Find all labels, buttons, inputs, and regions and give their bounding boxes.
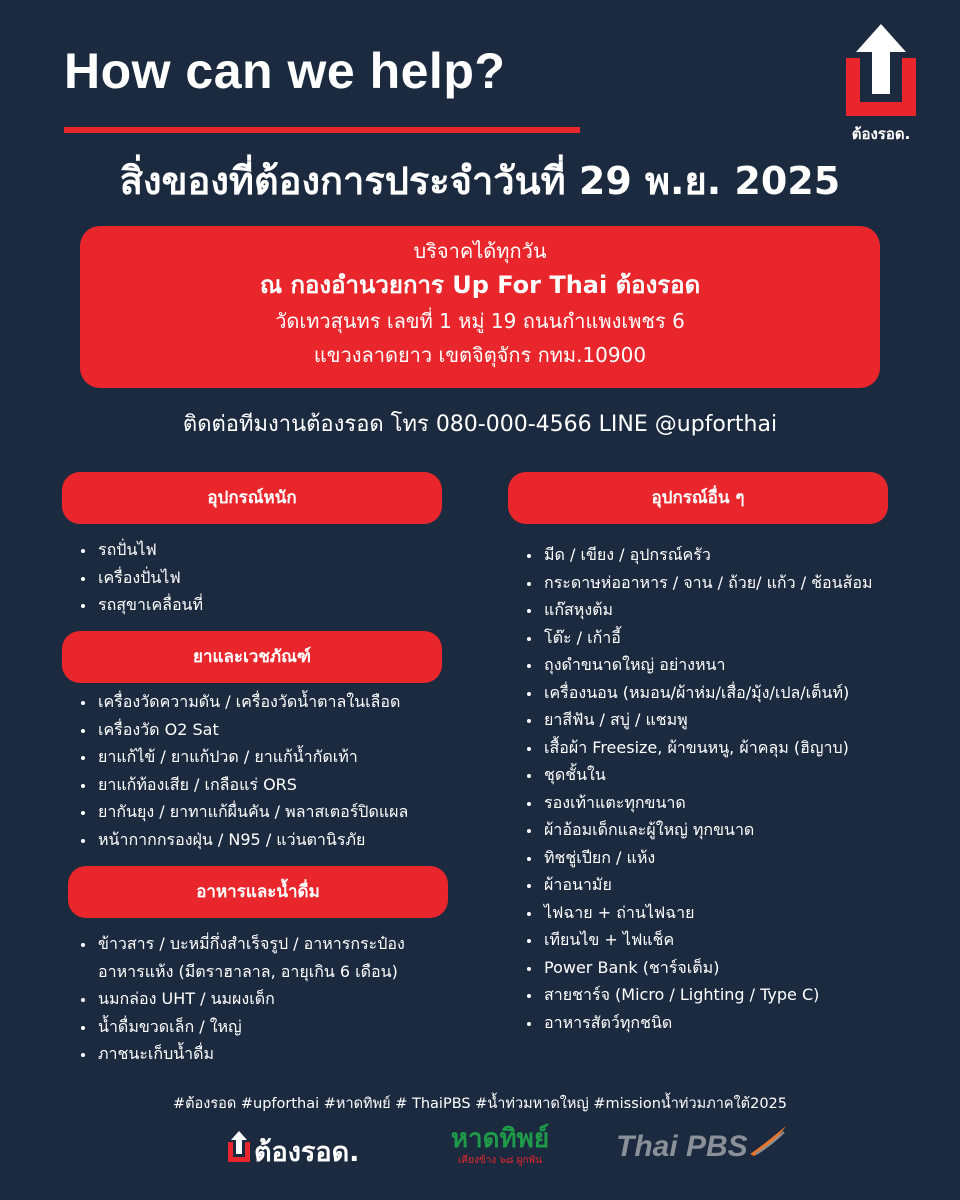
category-heavy-equipment: อุปกรณ์หนัก	[62, 472, 442, 524]
headline: How can we help?	[64, 43, 506, 99]
list-item: • รถปั่นไฟ	[96, 536, 456, 564]
donation-line-4: แขวงลาดยาว เขตจิตุจักร กทม.10900	[313, 343, 647, 367]
footer-logo-thaipbs	[616, 1130, 796, 1164]
heavy-equipment-list	[76, 536, 456, 619]
medical-list	[76, 688, 486, 853]
donation-line-1: บริจาคได้ทุกวัน	[413, 239, 547, 263]
list-item: • น้ำดื่มขวดเล็ก / ใหญ่	[96, 1013, 486, 1041]
list-item: • ผ้าอ้อมเด็กและผู้ใหญ่ ทุกขนาด	[542, 816, 960, 844]
category-medical: ยาและเวชภัณฑ์	[62, 631, 442, 683]
list-item: • เครื่องวัดความดัน / เครื่องวัดน้ำตาลในเลือด	[96, 688, 486, 716]
up-arrow-logo-icon	[836, 22, 926, 122]
list-item: • ภาชนะเก็บน้ำดื่ม	[96, 1040, 486, 1068]
food-water-list	[76, 930, 486, 1068]
list-item: • รถสุขาเคลื่อนที่	[96, 591, 456, 619]
list-item: • ชุดชั้นใน	[542, 761, 960, 789]
list-item: • อาหารสัตว์ทุกชนิด	[542, 1009, 960, 1037]
list-item: • ยาแก้ท้องเสีย / เกลือแร่ ORS	[96, 771, 486, 799]
list-item: • รองเท้าแตะทุกขนาด	[542, 789, 960, 817]
other-equipment-list	[522, 541, 960, 1036]
list-item: • ยาสีฟัน / สบู่ / แชมพู	[542, 706, 960, 734]
list-item: • เครื่องนอน (หมอน/ผ้าห่ม/เสื่อ/มุ้ง/เปล/เต็นท์)	[542, 679, 960, 707]
list-item-text: ข้าวสาร / บะหมี่กึ่งสำเร็จรูป / อาหารกระป๋อง	[98, 934, 405, 953]
up-arrow-small-icon	[226, 1130, 252, 1164]
list-item	[96, 930, 486, 985]
donation-line-3: วัดเทวสุนทร เลขที่ 1 หมู่ 19 ถนนกำแพงเพชร 6	[275, 309, 685, 333]
list-item-continuation: อาหารแห้ง (มีตราฮาลาล, อายุเกิน 6 เดือน)	[98, 961, 398, 981]
list-item: • นมกล่อง UHT / นมผงเด็ก	[96, 985, 486, 1013]
list-item: • แก๊สหุงต้ม	[542, 596, 960, 624]
list-item: • ทิชชู่เปียก / แห้ง	[542, 844, 960, 872]
list-item: • กระดาษห่ออาหาร / จาน / ถ้วย/ แก้ว / ช้อนส้อม	[542, 569, 960, 597]
headline-underline	[64, 127, 580, 133]
list-item: • Power Bank (ชาร์จเต็ม)	[542, 954, 960, 982]
brand-logo	[836, 22, 926, 142]
donation-line-2: ณ กองอำนวยการ Up For Thai ต้องรอด	[259, 271, 701, 299]
page-subtitle: สิ่งของที่ต้องการประจำวันที่ 29 พ.ย. 2025	[119, 159, 841, 203]
list-item: • เครื่องปั่นไฟ	[96, 564, 456, 592]
brand-logo-text: ต้องรอด.	[851, 125, 911, 143]
list-item: • เสื้อผ้า Freesize, ผ้าขนหนู, ผ้าคลุม (ฮิญาบ)	[542, 734, 960, 762]
donation-location-box	[80, 226, 880, 388]
list-item: • มีด / เขียง / อุปกรณ์ครัว	[542, 541, 960, 569]
footer-logo-tongrod-text: ต้องรอด.	[254, 1137, 360, 1168]
list-item: • หน้ากากกรองฝุ่น / N95 / แว่นตานิรภัย	[96, 826, 486, 854]
list-item: • ยากันยุง / ยาทาแก้ผื่นคัน / พลาสเตอร์ปิดแผล	[96, 798, 486, 826]
contact-info: ติดต่อทีมงานต้องรอด โทร 080-000-4566 LINE @upforthai	[182, 412, 778, 437]
list-item: • ผ้าอนามัย	[542, 871, 960, 899]
list-item: • ถุงดำขนาดใหญ่ อย่างหนา	[542, 651, 960, 679]
list-item: • เครื่องวัด O2 Sat	[96, 716, 486, 744]
hashtags: #ต้องรอด #upforthai #หาดทิพย์ # ThaiPBS #น้ำท่วมหาดใหญ่ #missionน้ำท่วมภาคใต้2025	[172, 1096, 787, 1112]
footer-logo-hadthip-text: หาดทิพย์	[450, 1124, 550, 1154]
list-item: • ยาแก้ไข้ / ยาแก้ปวด / ยาแก้น้ำกัดเท้า	[96, 743, 486, 771]
footer-logo-hadthip	[440, 1124, 560, 1168]
bird-swoosh-icon	[748, 1124, 788, 1158]
footer-logo-hadthip-tagline: เคียงข้าง ๖๘ ผูกพัน	[458, 1155, 542, 1166]
category-food-water: อาหารและน้ำดื่ม	[68, 866, 448, 918]
list-item: • โต๊ะ / เก้าอี้	[542, 624, 960, 652]
list-item: • ไฟฉาย + ถ่านไฟฉาย	[542, 899, 960, 927]
list-item: • เทียนไข + ไฟแช็ค	[542, 926, 960, 954]
list-item: • สายชาร์จ (Micro / Lighting / Type C)	[542, 981, 960, 1009]
footer-logo-thaipbs-text: Thai PBS	[616, 1130, 748, 1163]
footer-logo-tongrod	[226, 1130, 360, 1168]
category-other-equipment: อุปกรณ์อื่น ๆ	[508, 472, 888, 524]
